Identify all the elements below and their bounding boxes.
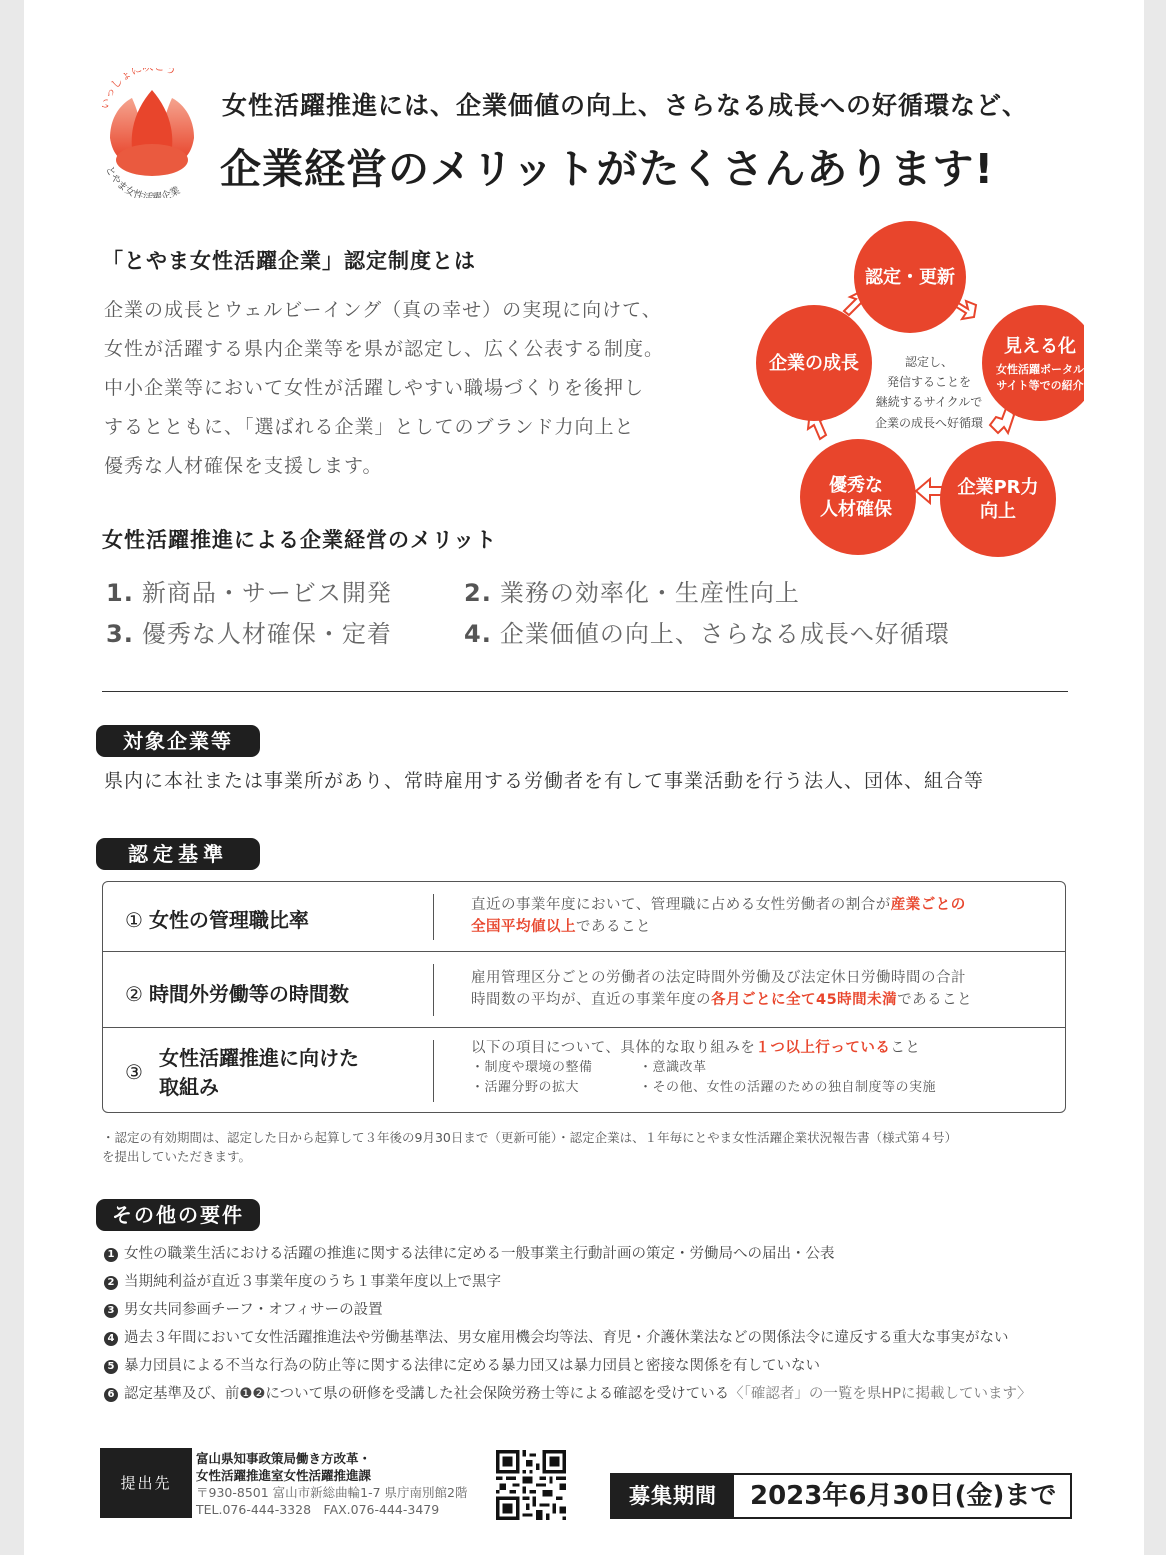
merit-item: 1. 新商品・サービス開発 [106, 579, 392, 607]
certification-cycle-diagram [724, 215, 1084, 560]
svg-text:企業の成長: 企業の成長 [769, 353, 859, 374]
cycle-node-certify [854, 221, 966, 333]
criteria-row-label: ② 時間外労働等の時間数 [125, 982, 349, 1006]
criteria-row [103, 1027, 1065, 1112]
svg-text:いっしょに咲こう [102, 68, 178, 111]
intro-line: 女性が活躍する県内企業等を県が認定し、広く公表する制度。 [104, 338, 665, 360]
list-item: 4 過去３年間において女性活躍推進法や労働基準法、男女雇用機会均等法、育児・介護休業法などの関係法令に違反する重大な事実がない [104, 1324, 1032, 1352]
svg-text:認定し、: 認定し、 [904, 355, 954, 369]
intro-line: 中小企業等において女性が活躍しやすい職場づくりを後押し [104, 377, 645, 399]
criteria-note: ・認定の有効期間は、認定した日から起算して３年後の9月30日まで（更新可能）・認定企業は、１年毎にとやま女性活躍企業状況報告書（様式第４号） を提出していただきます。 [102, 1130, 958, 1164]
criteria-row [103, 951, 1065, 1027]
merit-item: 2. 業務の効率化・生産性向上 [464, 579, 800, 607]
criteria-row-desc: 以下の項目について、具体的な取り組みを１つ以上行っていること ・制度や環境の整備 ・意識改革 ・活躍分野の拡大 ・その他、女性の活躍のための独自制度等の実施 [471, 1040, 937, 1095]
arrow-icon [916, 479, 942, 503]
svg-text:企業の成長へ好循環: 企業の成長へ好循環 [874, 416, 984, 430]
period-label: 募集期間 [612, 1475, 734, 1517]
row-divider [433, 964, 434, 1016]
criteria-row-desc: 直近の事業年度において、管理職に占める女性労働者の割合が産業ごとの 全国平均値以上であること [471, 897, 966, 935]
intro-line: するとともに、「選ばれる企業」としてのブランド力向上と [104, 416, 635, 438]
cycle-node-growth [756, 305, 872, 421]
tulip-logo [102, 68, 202, 198]
svg-text:見える化: 見える化 [1004, 336, 1076, 357]
cycle-node-visualize [982, 305, 1084, 421]
merit-item: 4. 企業価値の向上、さらなる成長へ好循環 [464, 620, 950, 648]
submission-address: 富山県知事政策局働き方改革・ 女性活躍推進室女性活躍推進課 〒930-8501 富山市新総曲輪1-7 県庁南別館2階 TEL.076-444-3328 FAX.076-444-3479 [196, 1451, 468, 1517]
application-period [610, 1473, 1072, 1519]
merit-item: 3. 優秀な人材確保・定着 [106, 620, 392, 648]
criteria-row-desc: 雇用管理区分ごとの労働者の法定時間外労働及び法定休日労働時間の合計 時間数の平均が、直近の事業年度の各月ごとに全て45時間未満であること [471, 970, 973, 1008]
list-item: 3 男女共同参画チーフ・オフィサーの設置 [104, 1296, 1032, 1324]
svg-text:向上: 向上 [980, 501, 1016, 522]
svg-text:企業PR力: 企業PR力 [957, 477, 1039, 498]
criteria-table [102, 881, 1066, 1113]
list-item: 2 当期純利益が直近３事業年度のうち１事業年度以上で黒字 [104, 1268, 1032, 1296]
qr-code-icon[interactable] [496, 1450, 566, 1520]
logo-top-text: っしょに う [102, 68, 179, 101]
list-item: 6 認定基準及び、前❶❷について県の研修を受講した社会保険労務士等による確認を受けている〈「確認者」の一覧を県HPに掲載しています〉 [104, 1380, 1032, 1408]
header-subtitle: 女性活躍推進には、企業価値の向上、さらなる成長への好循環など、 [222, 91, 1029, 120]
intro-line: 優秀な人材確保を支援します。 [104, 455, 383, 477]
svg-text:継続するサイクルで: 継続するサイクルで [875, 395, 983, 409]
svg-text:発信することを: 発信することを [886, 375, 972, 389]
intro-line: 企業の成長とウェルビーイング（真の幸せ）の実現に向けて、 [104, 299, 662, 321]
cycle-node-pr [940, 441, 1056, 557]
intro-text [104, 291, 724, 486]
cycle-node-talent [800, 439, 916, 555]
target-label: 対象企業等 [96, 725, 260, 757]
submit-to-label: 提出先 [100, 1448, 192, 1518]
intro-title: 「とやま女性活躍企業」認定制度とは [102, 249, 476, 273]
svg-text:人材確保: 人材確保 [820, 499, 892, 520]
svg-text:サイト等での紹介: サイト等での紹介 [996, 379, 1084, 392]
target-text: 県内に本社または事業所があり、常時雇用する労働者を有して事業活動を行う法人、団体、組合等 [104, 770, 985, 792]
section-divider [102, 691, 1068, 692]
svg-text:認定・更新: 認定・更新 [865, 267, 955, 288]
merits-title: 女性活躍推進による企業経営のメリット [102, 528, 498, 552]
list-item: 5 暴力団員による不当な行為の防止等に関する法律に定める暴力団又は暴力団員と密接な関係を有していない [104, 1352, 1032, 1380]
flyer-page [24, 0, 1144, 1555]
row-divider [433, 894, 434, 940]
criteria-row-label: ③ 女性活躍推進に向けた 取組み [125, 1046, 359, 1099]
svg-text:女性活躍ポータル: 女性活躍ポータル [996, 363, 1084, 376]
period-date: 2023年6月30日(金)まで [750, 1481, 1057, 1511]
cycle-center-text [875, 355, 983, 430]
other-requirements-label: その他の要件 [96, 1199, 260, 1231]
svg-text:優秀な: 優秀な [829, 475, 883, 496]
criteria-label: 認定基準 [96, 838, 260, 870]
list-item: 1 女性の職業生活における活躍の推進に関する法律に定める一般事業主行動計画の策定・労働局への届出・公表 [104, 1240, 1032, 1268]
criteria-row-label: ① 女性の管理職比率 [125, 908, 309, 932]
other-requirements-list [104, 1240, 1032, 1408]
row-divider [433, 1040, 434, 1102]
header-title: 企業経営のメリットがたくさんあります! [220, 145, 995, 193]
logo-bottom-text: とやま女性活躍企業 [103, 164, 183, 198]
criteria-row [103, 882, 1065, 951]
